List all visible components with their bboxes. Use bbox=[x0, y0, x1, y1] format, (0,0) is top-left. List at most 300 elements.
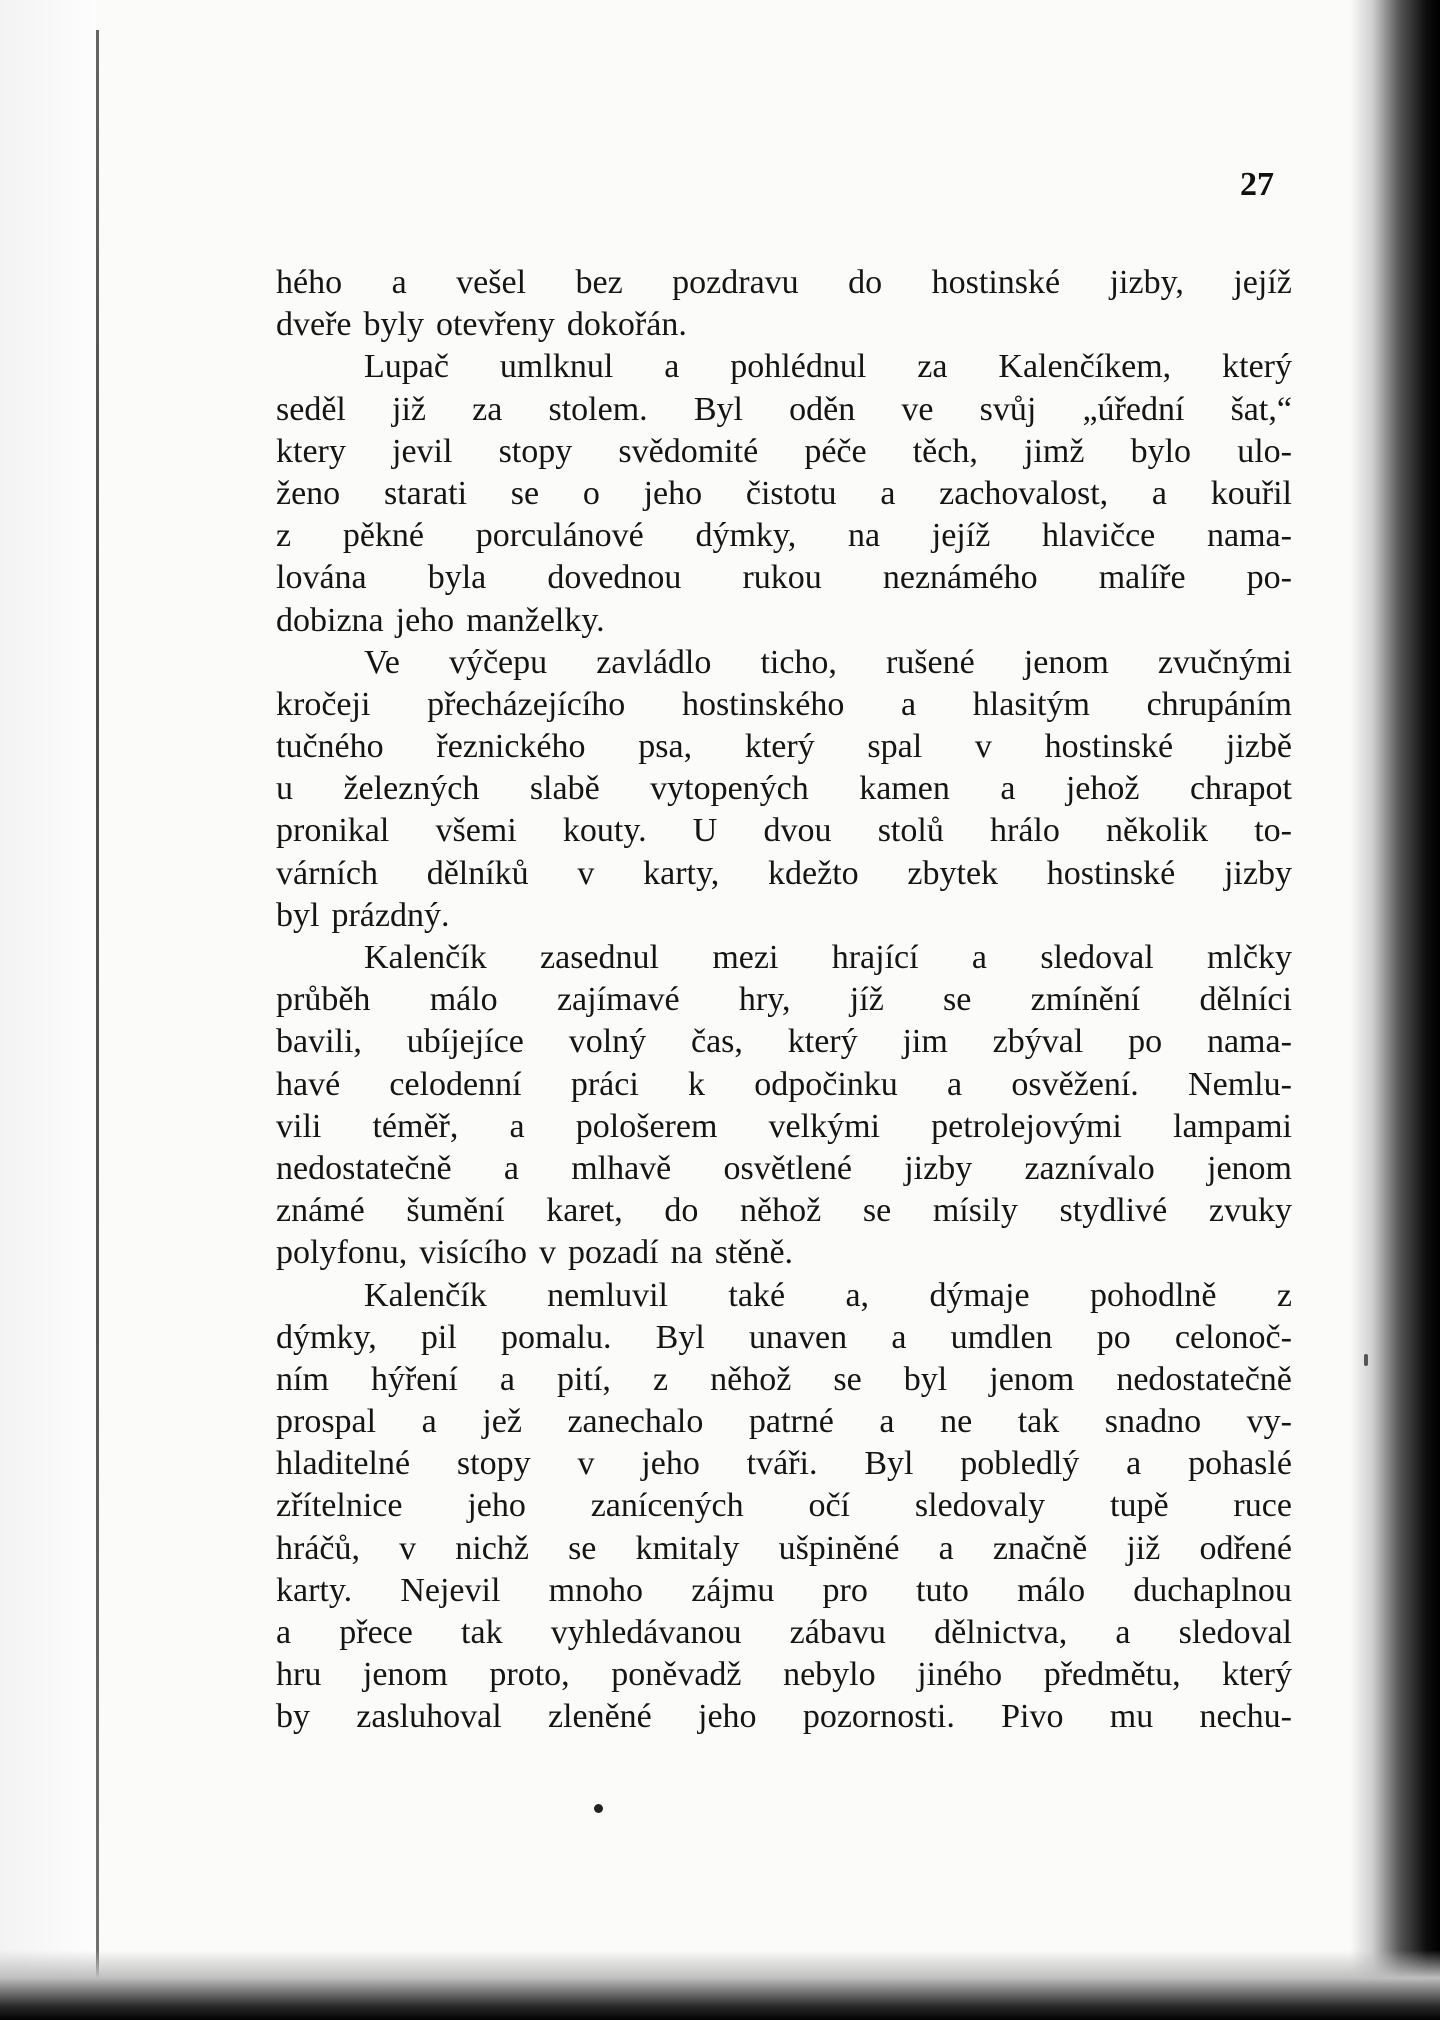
text-line bbox=[276, 1612, 1292, 1654]
word: zavládlo bbox=[596, 643, 712, 681]
word: a bbox=[664, 348, 680, 386]
word: sledovaly bbox=[914, 1487, 1046, 1525]
word: zachovalost, bbox=[939, 474, 1109, 512]
word: jevil bbox=[392, 432, 453, 470]
word: jehož bbox=[1065, 770, 1140, 808]
word: snadno bbox=[1104, 1403, 1202, 1441]
word: pěkné bbox=[342, 517, 424, 555]
word: mlhavě bbox=[571, 1149, 672, 1187]
word: jeho bbox=[698, 1698, 757, 1736]
word: petrolejovými bbox=[931, 1107, 1122, 1145]
word: jimž bbox=[1024, 432, 1085, 470]
word: ruce bbox=[1233, 1487, 1292, 1525]
word: a bbox=[499, 1360, 515, 1398]
scanner-bottom-edge bbox=[0, 1950, 1440, 2020]
word: v bbox=[399, 1529, 417, 1567]
word: Lupač bbox=[364, 348, 449, 386]
word: zasluhoval bbox=[356, 1698, 502, 1736]
word: zajímavé bbox=[556, 981, 680, 1019]
word: zleněné bbox=[547, 1698, 652, 1736]
word: který bbox=[1222, 1656, 1292, 1694]
text-line bbox=[276, 726, 1292, 768]
word: dělníků bbox=[426, 854, 529, 892]
word: ulo- bbox=[1237, 432, 1292, 470]
word: byl bbox=[903, 1360, 948, 1398]
word: a bbox=[891, 1318, 907, 1356]
word: již bbox=[1126, 1529, 1161, 1567]
word: také bbox=[728, 1276, 786, 1314]
word: duchaplnou bbox=[1133, 1571, 1292, 1609]
word: vili bbox=[276, 1107, 322, 1145]
word: ktery bbox=[276, 432, 346, 470]
word: něhož bbox=[710, 1360, 792, 1398]
word: mu bbox=[1109, 1698, 1154, 1736]
page-number: 27 bbox=[1240, 166, 1274, 203]
word: jenom bbox=[1023, 643, 1109, 681]
word: tučného bbox=[276, 728, 384, 766]
word: jeho bbox=[641, 1445, 700, 1483]
word: porculánové bbox=[475, 517, 644, 555]
text-line bbox=[276, 1232, 1292, 1274]
text-line bbox=[276, 895, 1292, 937]
word: se bbox=[862, 1192, 892, 1230]
word: předmětu, bbox=[1043, 1656, 1181, 1694]
word: Kalenčík bbox=[364, 1276, 487, 1314]
text-line bbox=[276, 1696, 1292, 1738]
word: čistotu bbox=[745, 474, 837, 512]
word: dělníci bbox=[1199, 981, 1292, 1019]
text-line bbox=[276, 1359, 1292, 1401]
word: ním bbox=[276, 1360, 329, 1398]
word: byly bbox=[363, 306, 424, 344]
word: dýmky, bbox=[276, 1318, 377, 1356]
word: havé bbox=[276, 1065, 341, 1103]
word: v bbox=[577, 854, 595, 892]
word: zřítelnice bbox=[276, 1487, 403, 1525]
word: Byl bbox=[655, 1318, 705, 1356]
word: otevřeny bbox=[435, 306, 555, 344]
print-speck bbox=[1364, 1354, 1368, 1366]
word: oděn bbox=[789, 390, 856, 428]
word: Ve bbox=[364, 643, 400, 681]
word: jim bbox=[902, 1023, 948, 1061]
word: polyfonu, bbox=[276, 1234, 408, 1272]
word: jizby bbox=[904, 1149, 973, 1187]
word: rušené bbox=[885, 643, 975, 681]
word: pozadí bbox=[567, 1234, 659, 1272]
text-line bbox=[276, 853, 1292, 895]
text-line bbox=[276, 1528, 1292, 1570]
word: pobledlý bbox=[960, 1445, 1080, 1483]
text-line bbox=[276, 389, 1292, 431]
word: pohaslé bbox=[1188, 1445, 1292, 1483]
word: zájmu bbox=[691, 1571, 775, 1609]
word: svědomité bbox=[618, 432, 759, 470]
word: ubíjejíce bbox=[406, 1023, 524, 1061]
word: pil bbox=[420, 1318, 457, 1356]
word: hrající bbox=[831, 939, 919, 976]
word: výčepu bbox=[448, 643, 548, 681]
word: těch, bbox=[912, 432, 978, 470]
text-line bbox=[276, 346, 1292, 388]
word: nama- bbox=[1206, 1023, 1292, 1061]
word: a bbox=[1115, 1614, 1131, 1651]
gutter-shadow bbox=[0, 0, 96, 2020]
word: ne bbox=[940, 1403, 973, 1441]
word: dokořán. bbox=[566, 306, 687, 344]
word: mnoho bbox=[548, 1571, 644, 1609]
word: železných bbox=[343, 770, 480, 808]
word: ušpiněné bbox=[778, 1529, 900, 1567]
word: tak bbox=[1017, 1403, 1060, 1441]
word: průběh bbox=[276, 981, 371, 1019]
word: byl bbox=[276, 896, 320, 934]
word: v bbox=[577, 1445, 595, 1483]
word: Byl bbox=[693, 390, 743, 428]
text-line bbox=[276, 1021, 1292, 1063]
text-line bbox=[276, 1485, 1292, 1527]
word: pití, bbox=[557, 1360, 611, 1398]
word: čas, bbox=[690, 1023, 743, 1061]
word: v bbox=[538, 1234, 556, 1272]
word: téměř, bbox=[372, 1107, 459, 1145]
word: pronikal bbox=[276, 812, 390, 850]
word: se bbox=[510, 474, 540, 512]
word: pomalu. bbox=[501, 1318, 612, 1356]
word: práci bbox=[570, 1065, 639, 1103]
word: jenom bbox=[362, 1656, 448, 1694]
word: celonoč- bbox=[1174, 1318, 1292, 1356]
word: jizby, bbox=[1109, 264, 1184, 301]
word: hostinského bbox=[681, 685, 845, 723]
word: a, bbox=[845, 1276, 870, 1314]
word: jež bbox=[482, 1403, 522, 1441]
word: celodenní bbox=[389, 1065, 522, 1103]
word: várních bbox=[276, 854, 378, 892]
word: se bbox=[943, 981, 972, 1019]
word: karty. bbox=[276, 1571, 353, 1609]
text-line bbox=[276, 1190, 1292, 1232]
word: hostinské bbox=[931, 264, 1061, 301]
word: za bbox=[917, 348, 948, 386]
word: karty, bbox=[643, 854, 720, 892]
word: Kalenčík bbox=[364, 939, 487, 976]
word: na bbox=[847, 517, 881, 555]
word: zvučnými bbox=[1157, 643, 1292, 681]
word: namа- bbox=[1207, 517, 1292, 555]
word: lována bbox=[276, 559, 367, 597]
word: prospal bbox=[276, 1403, 377, 1441]
word: hého bbox=[276, 264, 343, 301]
word: karet, bbox=[546, 1192, 623, 1230]
word: hráčů, bbox=[276, 1529, 361, 1567]
word: slabě bbox=[529, 770, 600, 808]
word: kamen bbox=[859, 770, 950, 808]
word: psa, bbox=[638, 728, 693, 766]
word: osvěžení. bbox=[1011, 1065, 1139, 1103]
word: dovednou bbox=[547, 559, 682, 597]
word: a bbox=[879, 1403, 895, 1441]
word: který bbox=[787, 1023, 858, 1061]
word: po bbox=[1128, 1023, 1163, 1061]
word: jeho bbox=[643, 474, 703, 512]
word: do bbox=[848, 264, 883, 301]
word: se bbox=[833, 1360, 862, 1398]
word: jizbě bbox=[1225, 728, 1292, 766]
text-line bbox=[276, 473, 1292, 515]
word: prázdný. bbox=[331, 896, 450, 934]
word: kročeji bbox=[276, 685, 371, 723]
word: a bbox=[901, 685, 917, 723]
word: přecházejícího bbox=[427, 685, 626, 723]
word: to- bbox=[1254, 812, 1292, 850]
word: hlavičce bbox=[1042, 517, 1156, 555]
word: malíře bbox=[1098, 559, 1186, 597]
word: U bbox=[692, 812, 718, 850]
word: hru bbox=[276, 1656, 322, 1694]
word: všemi bbox=[435, 812, 517, 850]
word: patrné bbox=[748, 1403, 834, 1441]
word: bylo bbox=[1130, 432, 1192, 470]
word: stopy bbox=[456, 1445, 531, 1483]
word: stydlivé bbox=[1059, 1192, 1168, 1230]
word: ženo bbox=[276, 474, 341, 512]
word: a bbox=[971, 939, 987, 976]
word: stolů bbox=[877, 812, 944, 850]
word: málo bbox=[1017, 1571, 1086, 1609]
word: na bbox=[670, 1234, 703, 1272]
word: nebylo bbox=[783, 1656, 876, 1694]
text-line bbox=[276, 304, 1292, 346]
word: pozdravu bbox=[672, 264, 799, 301]
word: hlasitým bbox=[972, 685, 1090, 723]
word: bez bbox=[575, 264, 623, 301]
word: nedostatečně bbox=[1116, 1360, 1292, 1398]
word: šumění bbox=[406, 1192, 505, 1230]
word: kouřil bbox=[1210, 474, 1292, 512]
word: poněvadž bbox=[611, 1656, 742, 1694]
word: péče bbox=[804, 432, 867, 470]
word: v bbox=[974, 728, 992, 766]
word: stolem. bbox=[548, 390, 648, 428]
word: a bbox=[938, 1529, 954, 1567]
word: jiného bbox=[917, 1656, 1003, 1694]
word: kouty. bbox=[562, 812, 647, 850]
word: se bbox=[568, 1529, 597, 1567]
word: hry, bbox=[738, 981, 791, 1019]
word: dýmaje bbox=[929, 1276, 1030, 1314]
word: který bbox=[1222, 348, 1292, 386]
word: a bbox=[1151, 474, 1167, 512]
word: o bbox=[582, 474, 600, 512]
text-line bbox=[276, 1443, 1292, 1485]
word: a bbox=[276, 1614, 292, 1651]
word: tak bbox=[461, 1614, 503, 1651]
word: hostinské bbox=[1044, 728, 1174, 766]
word: a bbox=[1000, 770, 1016, 808]
word: lampami bbox=[1173, 1107, 1292, 1145]
word: známé bbox=[276, 1192, 365, 1230]
word: pohlédnul bbox=[730, 348, 867, 386]
word: hrálo bbox=[990, 812, 1060, 850]
word: svůj bbox=[979, 390, 1037, 428]
text-line bbox=[276, 1570, 1292, 1612]
word: tuto bbox=[916, 1571, 969, 1609]
text-line bbox=[276, 262, 1292, 304]
word: po- bbox=[1246, 559, 1292, 597]
word: a bbox=[947, 1065, 963, 1103]
word: vyhledávanou bbox=[550, 1614, 742, 1651]
print-speck bbox=[594, 1804, 603, 1813]
word: pohodlně bbox=[1089, 1276, 1217, 1314]
word: jejíž bbox=[1233, 264, 1292, 301]
word: odřené bbox=[1199, 1529, 1292, 1567]
word: pozornosti. bbox=[802, 1698, 955, 1736]
text-line bbox=[276, 684, 1292, 726]
word: starati bbox=[383, 474, 468, 512]
word: bavili, bbox=[276, 1023, 362, 1061]
word: sledoval bbox=[1178, 1614, 1292, 1651]
word: a bbox=[421, 1403, 437, 1441]
word: chrapot bbox=[1189, 770, 1292, 808]
word: něhož bbox=[740, 1192, 822, 1230]
word: z bbox=[1276, 1276, 1292, 1314]
word: očí bbox=[808, 1487, 851, 1525]
word: hýření bbox=[370, 1360, 458, 1398]
word: kmitaly bbox=[635, 1529, 740, 1567]
word: chrupáním bbox=[1146, 685, 1292, 723]
word: ticho, bbox=[760, 643, 837, 681]
word: který bbox=[744, 728, 815, 766]
word: několik bbox=[1106, 812, 1209, 850]
word: rukou bbox=[742, 559, 822, 597]
word: mlčky bbox=[1206, 939, 1292, 976]
word: zmínění bbox=[1030, 981, 1141, 1019]
word: zbytek bbox=[907, 854, 999, 892]
word: pro bbox=[822, 1571, 868, 1609]
word: hladitelné bbox=[276, 1445, 411, 1483]
word: vešel bbox=[456, 264, 527, 301]
word: nichž bbox=[455, 1529, 529, 1567]
word: sledoval bbox=[1040, 939, 1154, 976]
word: k bbox=[688, 1065, 706, 1103]
text-line bbox=[276, 600, 1292, 642]
word: proto, bbox=[489, 1656, 570, 1694]
word: kdežto bbox=[768, 854, 859, 892]
word: málo bbox=[429, 981, 498, 1019]
word: jejíž bbox=[931, 517, 991, 555]
text-line bbox=[276, 642, 1292, 684]
word: řeznického bbox=[436, 728, 586, 766]
binding-gutter-line bbox=[96, 30, 99, 1990]
word: Kalenčíkem, bbox=[998, 348, 1172, 386]
word: jíž bbox=[849, 981, 884, 1019]
word: neznámého bbox=[882, 559, 1038, 597]
word: velkými bbox=[768, 1107, 880, 1145]
word: by bbox=[276, 1698, 310, 1736]
word: dýmky, bbox=[695, 517, 797, 555]
word: mísily bbox=[932, 1192, 1018, 1230]
text-line bbox=[276, 557, 1292, 599]
text-line bbox=[276, 768, 1292, 810]
text-line bbox=[276, 515, 1292, 557]
text-line bbox=[276, 431, 1292, 473]
word: a bbox=[391, 264, 407, 301]
word: zábavu bbox=[789, 1614, 886, 1651]
word: značně bbox=[992, 1529, 1088, 1567]
word: manželky. bbox=[466, 601, 605, 639]
word: a bbox=[1126, 1445, 1142, 1483]
word: dělnictva, bbox=[934, 1614, 1068, 1651]
word: tváři. bbox=[746, 1445, 818, 1483]
word: jenom bbox=[989, 1360, 1075, 1398]
text-line bbox=[276, 1317, 1292, 1359]
word: stěně. bbox=[714, 1234, 794, 1272]
word: nemluvil bbox=[547, 1276, 669, 1314]
word: zanícených bbox=[590, 1487, 744, 1525]
word: mezi bbox=[712, 939, 779, 976]
word: do bbox=[664, 1192, 699, 1230]
scanner-right-edge bbox=[1350, 0, 1440, 2020]
word: přece bbox=[339, 1614, 413, 1651]
word: umdlen bbox=[950, 1318, 1053, 1356]
body-text bbox=[276, 262, 1292, 1739]
word: volný bbox=[568, 1023, 647, 1061]
word: dobizna bbox=[276, 601, 384, 639]
text-line bbox=[276, 810, 1292, 852]
word: zbýval bbox=[992, 1023, 1084, 1061]
word: jizby bbox=[1223, 854, 1292, 892]
word: nechu- bbox=[1199, 1698, 1292, 1736]
word: nedostatečně bbox=[276, 1149, 452, 1187]
word: zasednul bbox=[540, 939, 659, 976]
word: unaven bbox=[748, 1318, 848, 1356]
word: tupě bbox=[1110, 1487, 1169, 1525]
word: u bbox=[276, 770, 293, 808]
word: z bbox=[652, 1360, 669, 1398]
word: již bbox=[392, 390, 426, 428]
text-line bbox=[276, 1106, 1292, 1148]
text-line bbox=[276, 979, 1292, 1021]
word: vytopených bbox=[650, 770, 809, 808]
word: byla bbox=[427, 559, 487, 597]
word: po bbox=[1096, 1318, 1131, 1356]
word: Nemlu- bbox=[1188, 1065, 1292, 1103]
word: spal bbox=[867, 728, 923, 766]
text-line bbox=[276, 937, 1292, 979]
word: jeho bbox=[395, 601, 455, 639]
word: umlknul bbox=[499, 348, 614, 386]
word: Pivo bbox=[1001, 1698, 1064, 1736]
word: visícího bbox=[419, 1234, 527, 1272]
word: jenom bbox=[1207, 1149, 1292, 1187]
text-line bbox=[276, 1064, 1292, 1106]
word: odpočinku bbox=[754, 1065, 898, 1103]
word: seděl bbox=[276, 390, 346, 428]
word: Byl bbox=[864, 1445, 914, 1483]
word: jeho bbox=[467, 1487, 526, 1525]
word: zaznívalo bbox=[1024, 1149, 1155, 1187]
text-line bbox=[276, 1148, 1292, 1190]
word: šat,“ bbox=[1230, 390, 1292, 428]
text-line bbox=[276, 1275, 1292, 1317]
word: zvuky bbox=[1208, 1192, 1292, 1230]
text-line bbox=[276, 1401, 1292, 1443]
word: hostinské bbox=[1046, 854, 1176, 892]
word: stopy bbox=[498, 432, 573, 470]
word: zanechalo bbox=[567, 1403, 704, 1441]
word: dvou bbox=[763, 812, 832, 850]
